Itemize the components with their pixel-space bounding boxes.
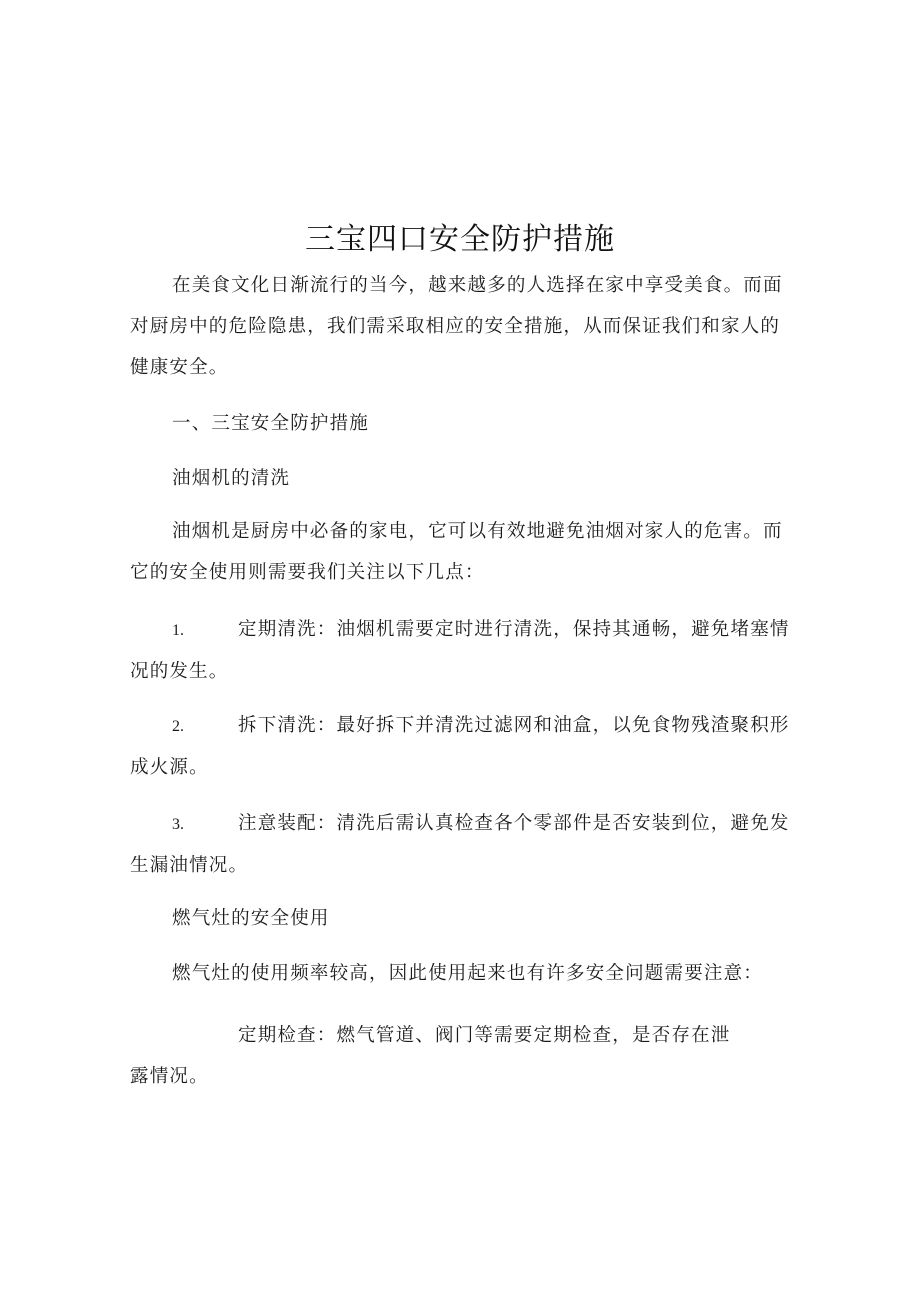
list-item xyxy=(130,1015,792,1097)
list-item xyxy=(130,705,792,788)
range-hood-intro-paragraph: 油烟机是厨房中必备的家电，它可以有效地避免油烟对家人的危害。而它的安全使用则需要我们关注以下几点： xyxy=(130,521,783,583)
section-heading-three-treasures: 一、三宝安全防护措施 xyxy=(172,413,370,434)
list-item-number: 2. xyxy=(172,718,184,735)
list-item-number: 3. xyxy=(172,816,184,833)
list-item-number: 1. xyxy=(172,622,184,639)
list-item-text-line-1: 定期检查：燃气管道、阀门等需要定期检查，是否存在泄 xyxy=(238,1025,731,1046)
subheading-range-hood-cleaning: 油烟机的清洗 xyxy=(172,468,291,489)
intro-paragraph: 在美食文化日渐流行的当今，越来越多的人选择在家中享受美食。而面对厨房中的危险隐患，我们需采取相应的安全措施，从而保证我们和家人的健康安全。 xyxy=(130,275,783,378)
gas-stove-intro-paragraph: 燃气灶的使用频率较高，因此使用起来也有许多安全问题需要注意： xyxy=(172,963,764,984)
list-item-text: 注意装配：清洗后需认真检查各个零部件是否安装到位，避免发生漏油情况。 xyxy=(130,813,790,876)
list-item-text: 拆下清洗：最好拆下并清洗过滤网和油盒，以免食物残渣聚积形成火源。 xyxy=(130,715,790,778)
list-item xyxy=(130,609,792,692)
page-title: 三宝四口安全防护措施 xyxy=(305,222,615,257)
list-item xyxy=(130,803,792,886)
subheading-gas-stove-safety: 燃气灶的安全使用 xyxy=(172,908,330,929)
list-item-text-line-2: 露情况。 xyxy=(130,1066,209,1087)
list-item-text: 定期清洗：油烟机需要定时进行清洗，保持其通畅，避免堵塞情况的发生。 xyxy=(130,619,790,682)
